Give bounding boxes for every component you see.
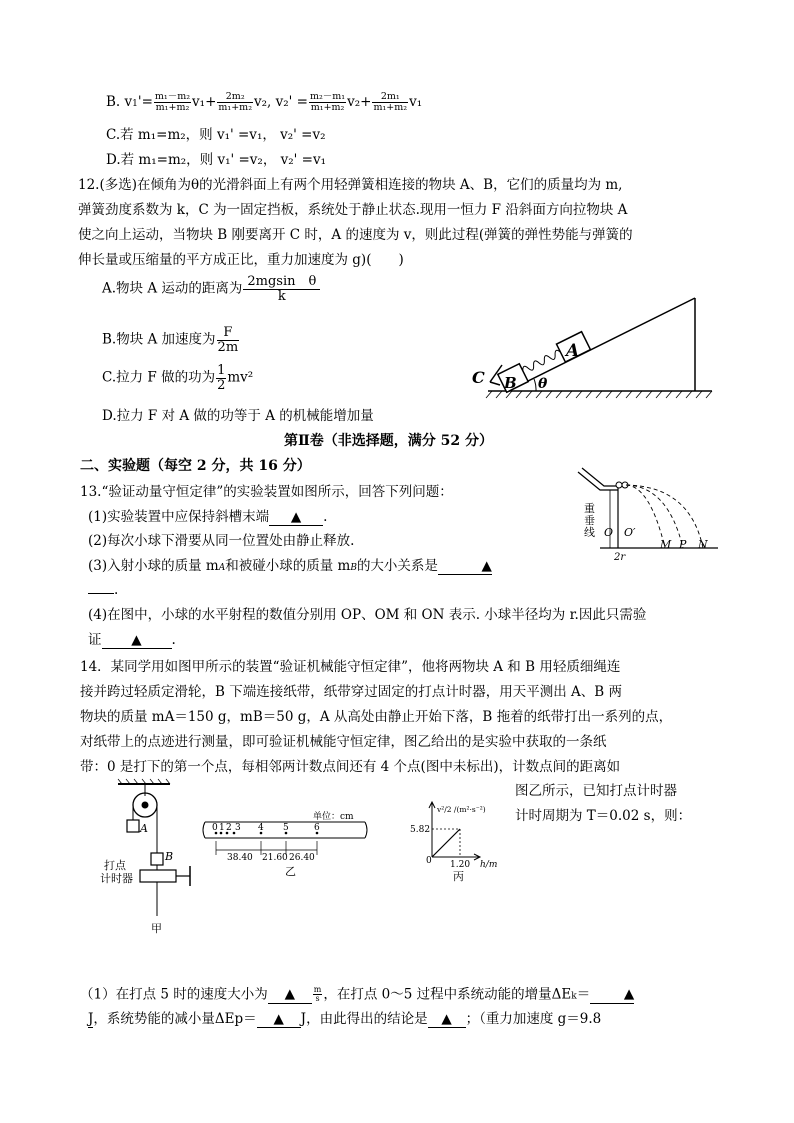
answer-blank[interactable]: ▲ xyxy=(268,986,312,1003)
answer-blank[interactable]: ▲ xyxy=(257,1011,301,1028)
answer-blank[interactable]: ▲ xyxy=(428,1011,466,1028)
svg-text:3: 3 xyxy=(235,823,241,833)
q14-line-7: 计时周期为 T＝0.02 s，则： xyxy=(515,808,692,824)
q13-part-1: (1)实验装置中应保持斜槽末端 ▲ . xyxy=(88,509,328,525)
svg-text:垂: 垂 xyxy=(584,514,595,527)
svg-text:6: 6 xyxy=(314,823,320,833)
q14-line-2: 接并跨过轻质定滑轮，B 下端连接纸带，纸带穿过固定的打点计时器，用天平测出 A、B 两 xyxy=(80,684,622,700)
q12-option-b: B.物块 A 加速度为 $\frac{F}{2m}$ xyxy=(102,325,239,355)
label-c: C xyxy=(472,368,485,387)
svg-text:N: N xyxy=(698,538,708,551)
q14-sub-1-line1: （1）在打点 5 时的速度大小为 ▲ $\frac{m}{s}$ ，在打点 0～5 过程中系统动能的增量ΔEk＝ ▲ xyxy=(80,985,635,1004)
svg-text:B: B xyxy=(165,850,174,863)
svg-text:1: 1 xyxy=(219,823,225,833)
q12-line-4: 伸长量或压缩量的平方成正比，重力加速度为 g)( ) xyxy=(78,252,404,268)
svg-text:2: 2 xyxy=(226,823,232,833)
q12-option-d: D.拉力 F 对 A 做的功等于 A 的机械能增加量 xyxy=(102,408,374,424)
svg-text:重: 重 xyxy=(584,502,595,515)
answer-blank[interactable]: ▲ xyxy=(438,558,492,575)
q11-option-c: C.若 m₁=m₂，则 v₁' =v₁， v₂' =v₂ xyxy=(106,127,326,143)
svg-text:M: M xyxy=(660,538,672,551)
svg-text:1.20: 1.20 xyxy=(450,860,471,870)
svg-text:2r: 2r xyxy=(614,552,626,563)
label-theta: θ xyxy=(538,376,548,392)
q11-option-b: B. v1'= $\frac{\text{m₁－m₂}}{\text{m₁+m₂}}$ v₁+ $\frac{\text{2m₂}}{\text{m₁+m₂}}$ v₂, v₂' = $\frac{\text{m₂－m₁}}{\text{m₁+m₂}}$ v₂+ $\frac{\text{2m₁}}{\text{m₁+m₂}}$ v₁ xyxy=(106,91,423,113)
q12-line-2: 弹簧劲度系数为 k，C 为一固定挡板，系统处于静止状态.现用一恒力 F 沿斜面方向拉物块 A xyxy=(78,202,628,218)
svg-text:4: 4 xyxy=(258,823,264,833)
svg-text:单位：cm: 单位：cm xyxy=(313,812,354,822)
q14-sub-1-line2: J，系统势能的减小量ΔEp＝ ▲ J，由此得出的结论是 ▲ ；（重力加速度 g＝9.8 xyxy=(88,1011,602,1027)
apparatus-jia xyxy=(118,784,190,916)
svg-text:O′: O′ xyxy=(624,526,636,539)
q14-line-5: 带：0 是打下的第一个点，每相邻两计数点间还有 4 个点(图中未标出)，计数点间的距离如 xyxy=(80,759,621,775)
svg-text:打点: 打点 xyxy=(104,859,126,872)
q14-line-1: 14．某同学用如图甲所示的装置“验证机械能守恒定律”，他将两物块 A 和 B 用轻质细绳连 xyxy=(80,659,621,675)
svg-text:h/m: h/m xyxy=(480,860,498,870)
svg-text:0: 0 xyxy=(426,856,432,866)
svg-text:计时器: 计时器 xyxy=(100,872,133,885)
section-experiment-title: 二、实验题（每空 2 分，共 16 分） xyxy=(80,458,311,474)
svg-text:38.40: 38.40 xyxy=(227,853,253,863)
svg-text:P: P xyxy=(679,538,687,551)
q13-intro: 13.“验证动量守恒定律”的实验装置如图所示，回答下列问题： xyxy=(80,484,453,500)
svg-text:21.60: 21.60 xyxy=(262,853,288,863)
q14-line-6: 图乙所示，已知打点计时器 xyxy=(515,783,677,799)
answer-blank[interactable]: ▲ xyxy=(590,986,634,1003)
svg-text:乙: 乙 xyxy=(285,865,296,878)
svg-text:O: O xyxy=(604,526,614,539)
section-2-title: 第Ⅱ卷（非选择题，满分 52 分） xyxy=(284,433,494,449)
q14-line-3: 物块的质量 mA＝150 g，mB＝50 g，A 从高处由静止开始下落，B 拖着的纸带打出一系列的点， xyxy=(80,709,673,725)
svg-text:0: 0 xyxy=(212,823,218,833)
label-b: B xyxy=(504,374,517,392)
svg-text:5: 5 xyxy=(283,823,289,833)
q13-part-2: (2)每次小球下滑要从同一位置处由静止释放. xyxy=(88,533,355,549)
answer-blank[interactable]: ▲ xyxy=(102,632,172,649)
svg-text:v²/2 /(m²·s⁻²): v²/2 /(m²·s⁻²) xyxy=(437,805,486,814)
q14-line-4: 对纸带上的点迹进行测量，即可验证机械能守恒定律，图乙给出的是实验中获取的一条纸 xyxy=(80,734,607,750)
svg-text:26.40: 26.40 xyxy=(289,853,315,863)
svg-text:丙: 丙 xyxy=(453,870,464,883)
svg-text:线: 线 xyxy=(584,526,595,539)
q12-option-a: A.物块 A 运动的距离为 $\frac{\text{2mgsin θ}}{k}$ xyxy=(102,275,321,303)
q13-part-4-line1: (4)在图中，小球的水平射程的数值分别用 OP、OM 和 ON 表示. 小球半径均为 r.因此只需验 xyxy=(88,607,647,623)
q12-line-1: 12.(多选)在倾角为θ的光滑斜面上有两个用轻弹簧相连接的物块 A、B，它们的质量均为 m, xyxy=(78,177,623,193)
q13-part-3-tail: . xyxy=(88,582,118,598)
q12-line-3: 使之向上运动，当物块 B 刚要离开 C 时，A 的速度为 v，则此过程(弹簧的弹性势能与弹簧的 xyxy=(78,227,633,243)
answer-blank[interactable]: ▲ xyxy=(269,509,323,526)
q13-part-4-line2: 证 ▲ . xyxy=(88,632,176,648)
svg-text:甲: 甲 xyxy=(151,922,162,935)
q11-option-d: D.若 m₁=m₂，则 v₁' =v₂， v₂' =v₁ xyxy=(106,152,327,168)
svg-text:A: A xyxy=(140,822,148,835)
svg-text:5.82: 5.82 xyxy=(410,825,431,835)
q13-part-3: (3)入射小球的质量 mA和被碰小球的质量 mB的大小关系是 ▲ xyxy=(88,558,492,574)
q12-option-c: C.拉力 F 做的功为 $\frac{1}{2}$ mv² xyxy=(102,363,254,393)
label-a: A xyxy=(566,341,580,361)
